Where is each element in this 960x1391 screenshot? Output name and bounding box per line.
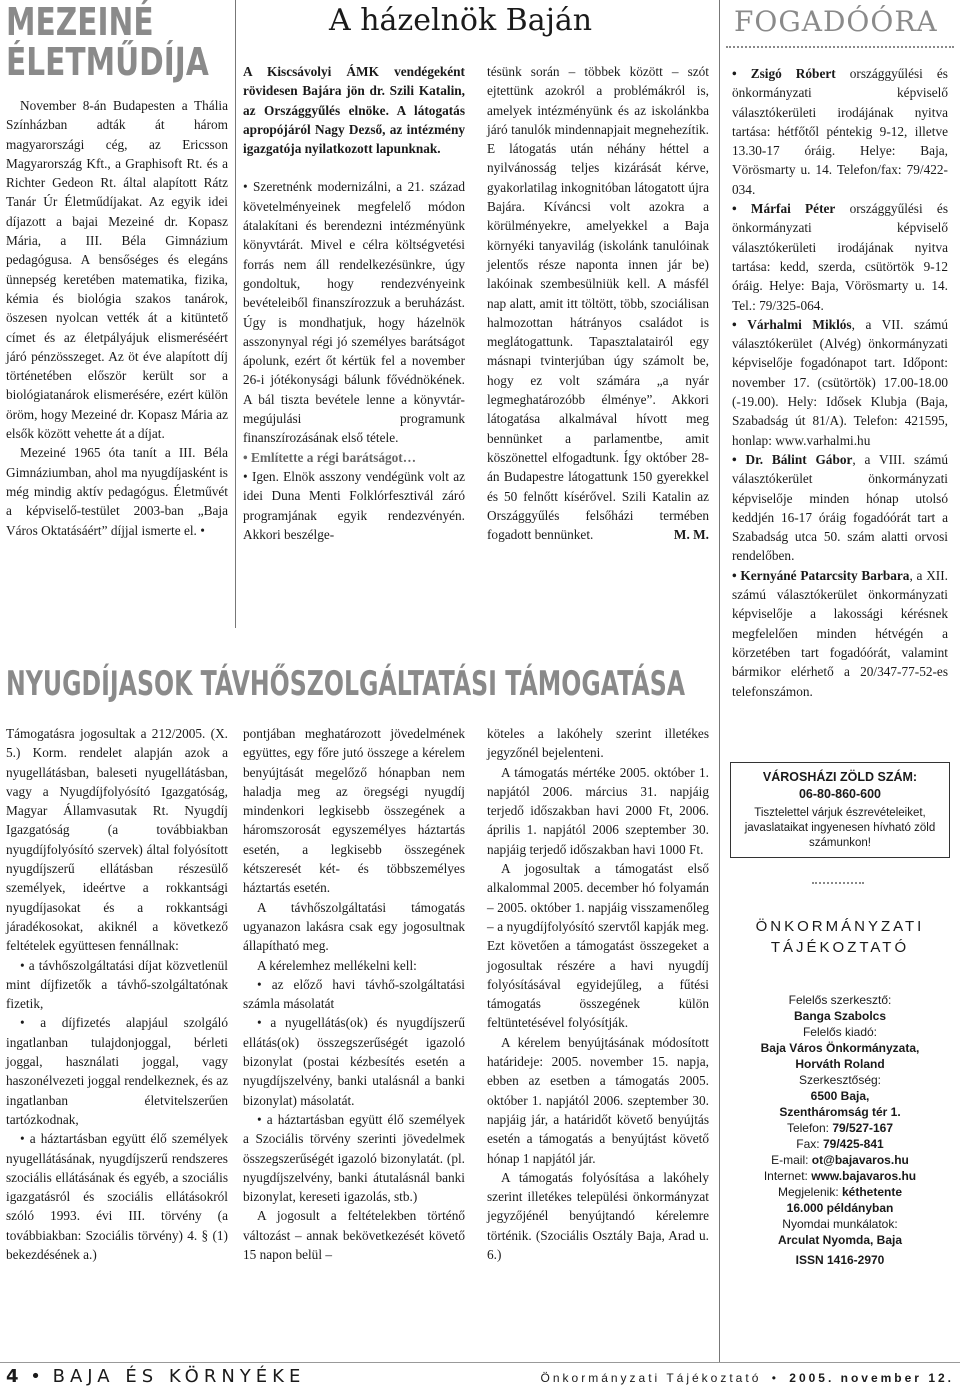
nyugdij-text: A támogatás mértéke 2005. október 1. napjától 2006. március 31. napjáig terjedő időszakban havi 2000 Ft, 2006. április 1. napjától 2006 szeptember 30. napjáig terjedő időszakban havi 1000 Ft. (487, 764, 709, 857)
nyugdij-text: A támogatás folyósítása a lakóhely szerint illetékes települési önkormányzat jegyzőjénél benyújtandó kérelemre történik. (Szociális Osztály Baja, Arad u. 6.) (487, 1169, 709, 1263)
fogadoora-rule (726, 46, 954, 48)
column-divider-right (719, 0, 720, 1362)
nyugdij-text: A jogosultak a támogatást első alkalommal 2005. december hó folyamán – 2005. október 1. napjáig visszamenőleg – a nyugdíjfolyósító szervtől kapják meg. Ezt követően a támogatást összegeket a jogosultak részére a havi nyugdíj folyósításával egyidejűleg, a fűtési támogatás összegének külön feltüntetésével folyósítják. (487, 861, 709, 1031)
mezeine-paragraph-1: November 8-án Budapesten a Thália Színházban adták át három magyarországi cég, az Ericsson Magyarország Kft., a Graphisoft Rt. és a Richter Gedeon Rt. által alapított Rátz Tanár Úr Életműdíjakat. Az egyik idei díjazott a bajai Mezeiné dr. Kopasz Mária, a III. Béla Gimnázium pedagógusa. A bensőséges és elegáns ünnepség keretében matematika, fizika, kémia és biológia szakos tanárok, öszesen nyolcan vették át a kitüntető címet és az életpályájuk elismeréséért járó pénzösszeget. Az öt éve alapított díj történetében először került sor a biológiatanárok elismerésére, ezért külön öröm, hogy Mezeiné dr. Kopasz Mária az elsők között vehette át a díjat. (6, 98, 228, 442)
printer-label: Nyomdai munkálatok: (782, 1217, 898, 1231)
footer-bullet: • (30, 1366, 41, 1387)
attachment-item: • a nyugellátás(ok) és nyugdíjszerű ellátás(ok) összegszerűségét igazoló bizonylat (postai kézbesítés esetén a nyugdíjszelvény, banki utalásnál a banki bizonylat) másolatát. (243, 1013, 465, 1109)
issn: ISSN 1416-2970 (795, 1253, 885, 1267)
hazelnok-question-2: • Említette a régi barátságot… (243, 449, 417, 465)
condition-item: • a távhőszolgáltatási díjat közvetlenül mint díjfizetők a távhő-szolgáltatónak fizetik, (6, 956, 228, 1014)
entry-name: • Zsigó Róbert (732, 66, 836, 81)
nyugdij-column-2 (243, 724, 465, 1264)
hazelnok-continuation: tésünk során – többek között – szót ejtettünk azokról a problémákról is, amelyek intézményünk és az iskolánkba járó tanulók mindennapjait megnehezítik. E látogatás után néhány héttel a nyilvánosság teljes kizárását kérve, gyakorlatilag inkognitóban látogatott újra Bajára. Kíváncsi volt azokra a körülményekre, amelyekkel a Baja környéki tanyavilág (iskolánk tanulóinak jelentős része naponta innen jár be) lakóinak szembesülniük kell. A másfél nap alatt, amit itt töltött, több, szociálisan halmozottan hátrányos családot is meglátogattunk. Tapasztalatairól egy másnapi tvinterjúban úgy számolt be, hogy ez volt számára „a nyár legmeghatározóbb élménye”. Akkori látogatása alkalmával hívott meg bennünket a parlamentbe, amit köszönettel elfogadtunk. Így október 28-án Budapestre látogattunk 150 gyerekkel és 50 felnőtt kísérővel. Szili Katalin az Országgyűlés felsőházi termében fogadott bennünket. (487, 64, 709, 543)
fogadoora-entry (732, 315, 948, 450)
nyugdij-text: A távhőszolgáltatási támogatás ugyanazon lakásra csak egy jogosultnak állapítható meg. (243, 899, 465, 954)
hazelnok-column-2 (487, 62, 709, 545)
hazelnok-lead: A Kiscsávolyi ÁMK vendégeként rövidesen Bajára jön dr. Szili Katalin, az Országgyűlés elnöke. A látogatás apropójáról Nagy Dezső, az intézmény igazgatója nyilatkozott lapunknak. (243, 64, 465, 157)
entry-name: • Dr. Bálint Gábor (732, 452, 852, 467)
imprint (726, 992, 954, 1268)
footer (0, 1362, 960, 1391)
publication-name: Önkormányzati Tájékoztató (540, 1371, 762, 1385)
fogadoora-entry (732, 199, 948, 315)
fax-line (726, 1136, 954, 1152)
phone-label: Telefon: (786, 1121, 833, 1135)
nyugdij-title: NYUGDÍJASOK TÁVHŐSZOLGÁLTATÁSI TÁMOGATÁSA (6, 664, 686, 704)
attachment-item: • a háztartásban együtt élő személyek a Szociális törvény szerinti jövedelmek összegszerűségét igazoló bizonylatát. (pl. nyugdíjszelvény, banki átutalásnál banki bizonylat, kereseti igazolás, stb.) (243, 1110, 465, 1206)
page-number: 4 (6, 1366, 19, 1387)
nyugdij-attachments (243, 975, 465, 1207)
mezeine-title-line2: ÉLETMŰDÍJA (6, 40, 209, 84)
appear-label: Megjelenik: (777, 1185, 842, 1199)
appear-line (726, 1184, 954, 1200)
web-line (726, 1168, 954, 1184)
fogadoora-entry (732, 566, 948, 701)
mezeine-title-line1: MEZEINÉ (6, 0, 154, 44)
attachment-item: • az előző havi távhő-szolgáltatási számla másolatát (243, 975, 465, 1014)
green-number-phone: 06-80-860-600 (798, 787, 881, 801)
nyugdij-text: A jogosult a feltételekben történő változást – annak bekövetkezését követő 15 napon belül – (243, 1208, 465, 1263)
entry-text: , a VII. számú választókerület (Alvég) önkormányzati képviselője fogadónapot tart. Időpont: november 17. (csütörtök) 17.00-18.00 (-19.00). Hely: Idősek Klubja (Baja, Szabadság út 81/A). Telefon: 421595, honlap: www.varhalmi.hu (732, 316, 948, 448)
nyugdij-text: köteles a lakóhely szerint illetékes jegyzőnél bejelenteni. (487, 726, 709, 761)
masthead-line1: ÖNKORMÁNYZATI (755, 918, 925, 935)
entry-name: • Márfai Péter (732, 201, 835, 216)
editor-label: Felelős szerkesztő: (788, 993, 892, 1007)
hazelnok-signature: M. M. (673, 527, 709, 543)
footer-rule (0, 1362, 960, 1363)
issue-date: 2005. november 12. (789, 1371, 954, 1385)
condition-item: • a díjfizetés alapjául szolgáló ingatlanban tulajdonjoggal, bérleti joggal, használati joggal, vagy haszonélvezeti joggal rendelkeznek, és az ingatlanban életvitelszerűen tartózkodnak, (6, 1013, 228, 1129)
entry-text: , a VIII. számú választókerület önkormányzati képviselője minden hónap utolsó keddjén 16-17 óráig fogadóórát tart a Szabadság utca 50. szám alatti orvosi rendelőben. (732, 451, 949, 564)
footer-left (6, 1366, 305, 1388)
publisher-label: Felelős kiadó: (802, 1025, 878, 1039)
nyugdij-conditions (6, 956, 228, 1265)
web-label: Internet: (763, 1169, 812, 1183)
nyugdij-text: A kérelem benyújtásának módosított határideje: 2005. november 15. napja, ebben az esetben a támogatás 2005. október 1. napjától 2006. szeptember 30. napjáig jár, a határidőt követő benyújtás esetén a támogatás a benyújtást követő hónap 1 napjától jár. (487, 1034, 709, 1166)
office-label: Szerkesztőség: (798, 1073, 882, 1087)
email-label: E-mail: (771, 1153, 812, 1167)
nyugdij-intro: Támogatásra jogosultak a 212/2005. (X. 5.) Korm. rendelet alapján azok a nyugellátásban, baleseti nyugellátásban, vagy a Nyugdíjfolyósító Igazgatóság, Magyar Államvasutak Rt. Nyugdíj Igazgatóság (a továbbiakban nyugdíjfolyósító szervek) által folyósított nyugdíjszerű ellátásban részesülő személyek, ideértve a rokkantsági nyugdíjasokat és a rokkantsági járadékosokat, akiknél a következő feltételek együttesen fennállnak: (6, 726, 228, 954)
hazelnok-column-1 (243, 62, 465, 544)
mezeine-paragraph-2: Mezeiné 1965 óta tanít a III. Béla Gimnáziumban, ahol ma nyugdíjasként is még mindig aktív pedagógus. Életművét a képviselő-testület 2003-ban „Baja Város Oktatásáért” díjjal ismerte el. • (6, 445, 228, 538)
entry-text: országgyűlési és önkormányzati képviselő választókerületi irodájának nyitva tartása: kedd, szerda, csütörtök 9-12 óráig. Helye: Baja, Vörösmarty u. 14. Tel.: 79/325-064. (732, 201, 949, 313)
footer-bullet: • (771, 1371, 779, 1385)
column-divider-left (235, 0, 236, 628)
fogadoora-title: FOGADÓÓRA (734, 5, 938, 38)
footer-right (541, 1370, 954, 1386)
entry-name: • Kernyáné Patarcsity Barbara (732, 568, 909, 583)
publisher-name: Baja Város Önkormányzata, Horváth Roland (760, 1041, 920, 1071)
green-number-box (730, 762, 950, 858)
nyugdij-column-3 (487, 724, 709, 1264)
green-number-text: Tisztelettel várjuk észrevételeiket, javaslataikat ingyenesen hívható zöld számunkon! (744, 807, 936, 849)
green-number-title: VÁROSHÁZI ZÖLD SZÁM: (762, 770, 918, 784)
email-line (726, 1152, 954, 1168)
hazelnok-question-1: • Szeretnénk modernizálni, a 21. század követelményeinek megfelelő módon átalakítani és berendezni intézményünk könyvtárát. Mivel e célra költségvetési forrás nem áll rendelkezésünkre, úgy gondoltuk, hogy rendezvényeink bevételeiből finanszírozzuk a beruházást. Úgy is mondhatjuk, hogy házelnök asszonynyal régi jó személyes barátságot ápolunk, ezért őt kértük fel a november 26-i jótékonysági bálunk fővédnökének. A bál tiszta bevétele lenne a könyvtár-megújulási programunk finanszírozásának első tétele. (243, 179, 465, 446)
fogadoora-entry (732, 64, 948, 199)
hazelnok-answer-2: • Igen. Elnök asszony vendégünk volt az idei Duna Menti Folklórfesztivál záró programjának egyik rendezvényén. Akkori beszélge- (243, 468, 465, 542)
entry-text: , a XII. számú választókerület önkormányzati képviselője a lakossági kérésnek megfelelően minden hétvégén a körzetében tart fogadóórát, valamint bármikor elérhető a 20/347-77-52-es telefonszámon. (732, 567, 948, 699)
printer-name: Arculat Nyomda, Baja (777, 1233, 903, 1247)
phone-line (726, 1120, 954, 1136)
condition-item: • a háztartásban együtt élő személyek nyugellátásának, nyugdíjszerű rendszeres szociális ellátásának és egyéb, a szociális igazgatásról és szociális ellátásokról szóló 1993. évi III. törvény (a továbbiakban: Szociális törvény) 4. § (1) bekezdésének a.) (6, 1129, 228, 1264)
fax-label: Fax: (796, 1137, 823, 1151)
entry-text: országgyűlési és önkormányzati képviselő választókerületi irodájának nyitva tartása: hétfőtől péntekig 9-12, illetve 13.30-17 óráig. Helye: Baja, Vörösmarty u. 14. Telefon/fax: 79/422-034. (732, 66, 948, 197)
appear-value: kéthetente (842, 1185, 903, 1199)
mezeine-body (6, 96, 228, 540)
office-address: 6500 Baja, Szentháromság tér 1. (779, 1089, 901, 1119)
entry-name: • Várhalmi Miklós (732, 317, 852, 332)
phone-value: 79/527-167 (832, 1121, 894, 1135)
hazelnok-title: A házelnök Baján (329, 3, 593, 38)
nyugdij-text: A kérelemhez mellékelni kell: (257, 957, 417, 973)
fogadoora-list (732, 64, 948, 701)
separator-dots (812, 882, 864, 884)
web-value[interactable]: www.bajavaros.hu (811, 1169, 917, 1183)
fogadoora-entry (732, 450, 948, 566)
masthead (726, 916, 954, 958)
nyugdij-column-1 (6, 724, 228, 1264)
fax-value: 79/425-841 (822, 1137, 884, 1151)
section-name: BAJA ÉS KÖRNYÉKE (52, 1366, 306, 1387)
editor-name: Banga Szabolcs (793, 1009, 887, 1023)
email-value[interactable]: ot@bajavaros.hu (811, 1153, 909, 1167)
copies: 16.000 példányban (786, 1201, 894, 1215)
nyugdij-text: pontjában meghatározott jövedelmének együttes, egy főre jutó összege a kérelem benyújtását megelőző hónapban nem haladja meg az öregségi nyugdíj mindenkori legkisebb összegének a háromszorosát egyszemélyes háztartás esetén, a legkisebb összegének kétszeresét két- és többszemélyes háztartás esetén. (243, 726, 465, 896)
masthead-line2: TÁJÉKOZTATÓ (770, 939, 910, 956)
